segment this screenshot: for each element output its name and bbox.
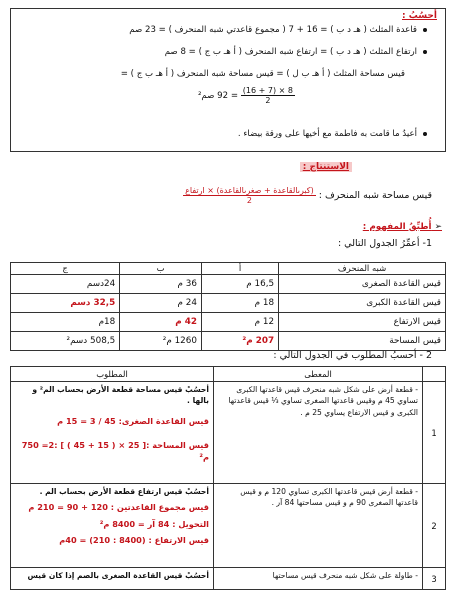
table-header: ب	[120, 263, 202, 275]
table-row	[11, 568, 446, 590]
arrow-icon: ➢	[431, 222, 442, 232]
table-row	[11, 275, 446, 294]
table-row	[11, 332, 446, 351]
table-header-row	[11, 367, 446, 382]
conclusion-rule: قيس مساحة شبه المنحرف : $\frac{\text{(كبرىالقاعدة + صغرىالقاعدة) × ارتفاع}}{2}$	[185, 186, 432, 205]
table-cell: 1260 م²	[120, 332, 202, 351]
table-row	[11, 313, 446, 332]
answer-line: قيس القاعدة الصغرى: 45 / 3 = 15 م	[57, 415, 209, 426]
solution-line-3: قيس مساحة المثلث ( أ هـ ب ل ) = قيس مساحة شبه المنحرف ( أ هـ ب ج ) =	[120, 69, 405, 79]
apply-label: ➢ أُطبِّقُ المفهوم :	[362, 222, 442, 232]
table-cell-answer: 42 م	[120, 313, 202, 332]
task-cell	[11, 484, 214, 568]
table-header: أ	[201, 263, 278, 275]
table-cell: 18م	[11, 313, 120, 332]
conclusion-label: الاستنتاج :	[300, 162, 352, 172]
solution-line-1: قاعدة المثلث ( هـ د ب ) = 16 + 7 ( مجموع قاعدتي شبه المنحرف ) = 23 صم	[129, 25, 427, 35]
solution-line-2: ارتفاع المثلث ( هـ د ب ) = ارتفاع شبه المنحرف ( أ هـ ب ج ) = 8 صم	[165, 47, 427, 57]
exercise-2-label: 2 - أحسبُ المطلوب في الجدول التالي :	[273, 350, 432, 361]
given-cell: - قطعة أرض قيس قاعدتها الكبرى تساوي 120 م و قيس قاعدتها الصغرى 90 م و قيس مساحتها 84 آر .	[214, 484, 423, 568]
table-cell-answer: 32,5 دسم	[11, 294, 120, 313]
row-number: 3	[423, 568, 446, 590]
task-text: أحسُبْ قيس ارتفاع قطعة الأرض بحساب الم .	[39, 487, 209, 496]
table-1	[10, 262, 446, 351]
exercise-1-label: 1- أعمِّرُ الجدول التالي :	[337, 238, 432, 249]
table-header: ج	[11, 263, 120, 275]
bullet-icon	[423, 50, 427, 54]
answer-line: قيس مجموع القاعدتين : 120 + 90 = 210 م	[28, 502, 209, 513]
table-row	[11, 484, 446, 568]
task-cell: أحسُبْ قيس القاعدة الصغرى بالصم إذا كان قيس	[11, 568, 214, 590]
table-cell: 508,5 دسم²	[11, 332, 120, 351]
table-row	[11, 382, 446, 484]
formula-fraction: $\frac{8 \times (7 + 16)}{2}$	[242, 86, 293, 105]
answer-line: التحويل : 84 آر = 8400 م²	[99, 518, 209, 529]
table-header: المطلوب	[11, 367, 214, 382]
solution-box	[10, 8, 446, 152]
given-cell: - قطعة أرض على شكل شبه منحرف قيس قاعدتها الكبرى تساوي 45 م وقيس قاعدتها الصغرى تساوي ⅓ قيس قاعدتها الكبرى و قيس الارتفاع يساوي 25 م .	[214, 382, 423, 484]
row-number: 2	[423, 484, 446, 568]
table-cell: 16,5 م	[201, 275, 278, 294]
table-2	[10, 366, 446, 590]
table-cell-answer: 207 م²	[201, 332, 278, 351]
table-cell: 18 م	[201, 294, 278, 313]
table-cell: 24دسم	[11, 275, 120, 294]
table-header: المعطى	[214, 367, 423, 382]
task-text: أحسُبْ قيس مساحة قطعة الأرض بحساب الم² و بالها .	[32, 385, 209, 406]
table-header-row	[11, 263, 446, 275]
solution-heading: أحسُبُ :	[402, 11, 437, 21]
row-number: 1	[423, 382, 446, 484]
table-cell: قيس القاعدة الكبرى	[279, 294, 446, 313]
given-cell: - طاولة على شكل شبه منحرف قيس مساحتها	[214, 568, 423, 590]
table-cell: قيس الارتفاع	[279, 313, 446, 332]
solution-line-5: أعيدُ ما قامت به فاطمة مع أخيها على ورقة بيضاء .	[238, 129, 427, 139]
table-row	[11, 294, 446, 313]
table-cell: 12 م	[201, 313, 278, 332]
solution-formula: $\frac{8 \times (7 + 16)}{2}$ = 92 صم²	[197, 86, 293, 105]
table-header-blank	[423, 367, 446, 382]
table-cell: قيس القاعدة الصغرى	[279, 275, 446, 294]
bullet-icon	[423, 28, 427, 32]
table-cell: 36 م	[120, 275, 202, 294]
answer-line: قيس المساحة :[ 25 × ( 15 + 45 ) ] :2= 750 م²	[21, 440, 209, 463]
task-cell	[11, 382, 214, 484]
table-header: شبه المنحرف	[279, 263, 446, 275]
bullet-icon	[423, 132, 427, 136]
table-cell: قيس المساحة	[279, 332, 446, 351]
answer-line: قيس الارتفاع : (8400 : 210) = 40م	[59, 534, 209, 545]
table-cell: 24 م	[120, 294, 202, 313]
conclusion-fraction: $\frac{\text{(كبرىالقاعدة + صغرىالقاعدة) × ارتفاع}}{2}$	[185, 186, 314, 205]
